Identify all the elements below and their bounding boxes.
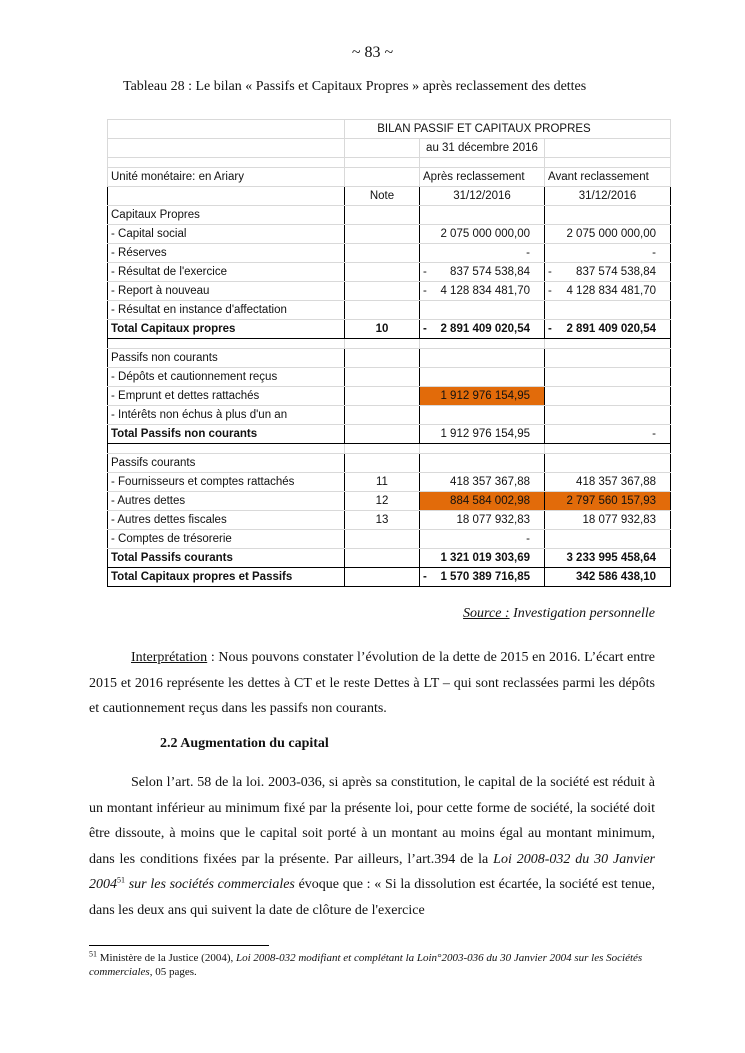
row-label: - Résultat en instance d'affectation bbox=[108, 301, 345, 320]
row-value-avant: 2 797 560 157,93 bbox=[545, 492, 671, 511]
table-row bbox=[108, 225, 671, 244]
table-date-row bbox=[108, 139, 671, 158]
section-spacer-row bbox=[108, 444, 671, 454]
row-note bbox=[345, 206, 420, 225]
row-value-apres: 1 321 019 303,69 bbox=[420, 549, 545, 568]
table-header-row bbox=[108, 187, 671, 206]
row-value-avant: - 2 891 409 020,54 bbox=[545, 320, 671, 339]
row-value-apres: - 2 891 409 020,54 bbox=[420, 320, 545, 339]
row-note bbox=[345, 549, 420, 568]
table-row bbox=[108, 301, 671, 320]
row-value-apres: - 837 574 538,84 bbox=[420, 263, 545, 282]
table-row bbox=[108, 263, 671, 282]
table-row bbox=[108, 406, 671, 425]
row-value-avant bbox=[545, 387, 671, 406]
row-label: - Résultat de l'exercice bbox=[108, 263, 345, 282]
row-label: - Fournisseurs et comptes rattachés bbox=[108, 473, 345, 492]
table-caption: Tableau 28 : Le bilan « Passifs et Capitaux Propres » après reclassement des dettes bbox=[123, 79, 587, 94]
row-note bbox=[345, 406, 420, 425]
row-value-apres bbox=[420, 454, 545, 473]
row-label: - Autres dettes fiscales bbox=[108, 511, 345, 530]
row-note bbox=[345, 568, 420, 587]
row-value-apres: 418 357 367,88 bbox=[420, 473, 545, 492]
table-unit-row bbox=[108, 168, 671, 187]
row-note: 12 bbox=[345, 492, 420, 511]
row-value-avant: - 837 574 538,84 bbox=[545, 263, 671, 282]
row-value-apres bbox=[420, 301, 545, 320]
row-note bbox=[345, 368, 420, 387]
table-row bbox=[108, 492, 671, 511]
row-value-avant bbox=[545, 349, 671, 368]
row-value-avant: 418 357 367,88 bbox=[545, 473, 671, 492]
row-value-avant: - bbox=[545, 244, 671, 263]
row-value-avant bbox=[545, 530, 671, 549]
row-note bbox=[345, 387, 420, 406]
table-row bbox=[108, 349, 671, 368]
source-text: Investigation personnelle bbox=[509, 606, 655, 621]
unit-label: Unité monétaire: en Ariary bbox=[108, 168, 345, 187]
source-label: Source : bbox=[463, 606, 510, 621]
balance-sheet-table-wrapper bbox=[107, 119, 671, 587]
row-label: Total Passifs courants bbox=[108, 549, 345, 568]
row-value-apres bbox=[420, 206, 545, 225]
row-label: Total Passifs non courants bbox=[108, 425, 345, 444]
row-value-avant: 18 077 932,83 bbox=[545, 511, 671, 530]
row-value-avant bbox=[545, 368, 671, 387]
row-label: Passifs courants bbox=[108, 454, 345, 473]
row-value-avant: 2 075 000 000,00 bbox=[545, 225, 671, 244]
row-value-avant bbox=[545, 206, 671, 225]
row-label: - Comptes de trésorerie bbox=[108, 530, 345, 549]
row-note bbox=[345, 263, 420, 282]
table-title-row bbox=[108, 120, 671, 139]
row-value-avant: - bbox=[545, 425, 671, 444]
row-note: 13 bbox=[345, 511, 420, 530]
row-value-apres: 1 912 976 154,95 bbox=[420, 387, 545, 406]
body-paragraph: Selon l’art. 58 de la loi. 2003-036, si après sa constitution, le capital de la société est réduit à un montant inférieur au minimum fixé par la présente loi, pour cette forme de société, la société doit être dissoute, à moins que le capital soit porté à un montant au moins égal au montant minimum, dans les conditions fixées par la présente. Par ailleurs, l’art.394 de la Loi 2008-032 du 30 Janvier 2004$^{51}$ sur les sociétés commerciales évoque que : « Si la dissolution est écartée, la société est tenue, dans les deux ans qui suivent la date de clôture de l'exercice bbox=[89, 775, 655, 918]
footnote: $^{51}$ Ministère de la Justice (2004), Loi 2008-032 modifiant et complétant la Loin°2003-036 du 30 Janvier 2004 sur les Sociétés commerciales, 05 pages. bbox=[89, 949, 643, 978]
row-value-apres: 1 912 976 154,95 bbox=[420, 425, 545, 444]
table-row bbox=[108, 511, 671, 530]
col-header-avant: Avant reclassement bbox=[545, 168, 671, 187]
row-label: Capitaux Propres bbox=[108, 206, 345, 225]
table-row bbox=[108, 454, 671, 473]
table-blank-row bbox=[108, 158, 671, 168]
row-label: - Emprunt et dettes rattachés bbox=[108, 387, 345, 406]
row-note bbox=[345, 282, 420, 301]
table-date-line: au 31 décembre 2016 bbox=[420, 139, 545, 158]
row-note bbox=[345, 349, 420, 368]
table-row bbox=[108, 568, 671, 587]
table-row bbox=[108, 320, 671, 339]
row-label: - Intérêts non échus à plus d'un an bbox=[108, 406, 345, 425]
interpretation-text: : Nous pouvons constater l’évolution de la dette de 2015 en 2016. L’écart entre 2015 et 2016 représente les dettes à CT et le reste Dettes à LT – qui sont reclassées parmi les dépôts et cautionnement reçus dans les passifs non courants. bbox=[89, 650, 655, 716]
row-note bbox=[345, 454, 420, 473]
law-reference: Loi 2008-032 du 30 Janvier 2004 bbox=[89, 851, 655, 892]
table-row bbox=[108, 368, 671, 387]
col-date-apres: 31/12/2016 bbox=[420, 187, 545, 206]
row-label: Total Capitaux propres et Passifs bbox=[108, 568, 345, 587]
row-value-apres bbox=[420, 349, 545, 368]
row-note bbox=[345, 301, 420, 320]
row-label: - Autres dettes bbox=[108, 492, 345, 511]
page-number: ~ 83 ~ bbox=[351, 44, 394, 61]
row-value-avant: - 4 128 834 481,70 bbox=[545, 282, 671, 301]
table-row bbox=[108, 387, 671, 406]
col-header-apres: Après reclassement bbox=[420, 168, 545, 187]
row-note bbox=[345, 530, 420, 549]
table-row bbox=[108, 530, 671, 549]
table-row bbox=[108, 473, 671, 492]
row-value-apres: 18 077 932,83 bbox=[420, 511, 545, 530]
row-label: - Capital social bbox=[108, 225, 345, 244]
footnote-ref: 51 bbox=[117, 875, 125, 885]
row-value-apres: - 4 128 834 481,70 bbox=[420, 282, 545, 301]
row-note: 11 bbox=[345, 473, 420, 492]
table-row bbox=[108, 282, 671, 301]
row-value-avant: 3 233 995 458,64 bbox=[545, 549, 671, 568]
table-row bbox=[108, 549, 671, 568]
row-note bbox=[345, 244, 420, 263]
source-line bbox=[463, 606, 655, 622]
interpretation-paragraph bbox=[89, 645, 655, 722]
row-value-apres bbox=[420, 368, 545, 387]
row-value-apres: - bbox=[420, 244, 545, 263]
footnote-divider bbox=[89, 945, 269, 946]
table-row bbox=[108, 425, 671, 444]
row-note: 10 bbox=[345, 320, 420, 339]
row-value-apres: 2 075 000 000,00 bbox=[420, 225, 545, 244]
table-title: BILAN PASSIF ET CAPITAUX PROPRES bbox=[345, 120, 671, 139]
interpretation-label: Interprétation bbox=[131, 650, 208, 665]
row-note bbox=[345, 225, 420, 244]
row-value-apres: - 1 570 389 716,85 bbox=[420, 568, 545, 587]
row-value-avant bbox=[545, 454, 671, 473]
row-label: - Dépôts et cautionnement reçus bbox=[108, 368, 345, 387]
row-value-avant bbox=[545, 406, 671, 425]
col-date-avant: 31/12/2016 bbox=[545, 187, 671, 206]
row-value-avant bbox=[545, 301, 671, 320]
row-value-avant: 342 586 438,10 bbox=[545, 568, 671, 587]
table-row bbox=[108, 244, 671, 263]
row-value-apres: - bbox=[420, 530, 545, 549]
row-label: - Réserves bbox=[108, 244, 345, 263]
row-value-apres bbox=[420, 406, 545, 425]
section-spacer-row bbox=[108, 339, 671, 349]
row-value-apres: 884 584 002,98 bbox=[420, 492, 545, 511]
row-note bbox=[345, 425, 420, 444]
table-row bbox=[108, 206, 671, 225]
row-label: - Report à nouveau bbox=[108, 282, 345, 301]
col-header-note: Note bbox=[345, 187, 420, 206]
section-heading: 2.2 Augmentation du capital bbox=[160, 736, 329, 751]
row-label: Total Capitaux propres bbox=[108, 320, 345, 339]
row-label: Passifs non courants bbox=[108, 349, 345, 368]
balance-sheet-table bbox=[107, 119, 671, 587]
